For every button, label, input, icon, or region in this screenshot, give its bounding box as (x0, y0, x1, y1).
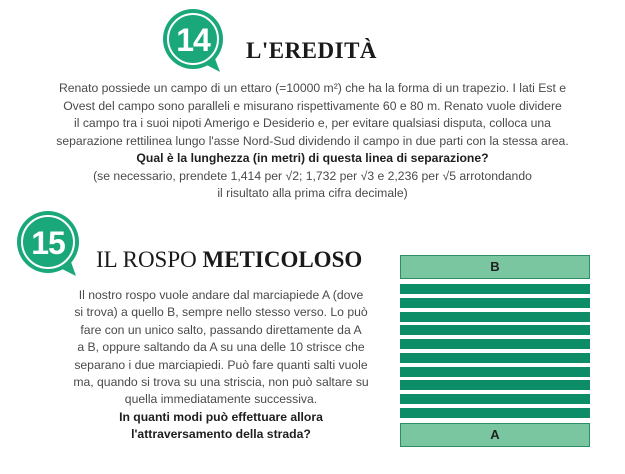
text-line: separazione rettilinea lungo l'asse Nord-Sud dividendo il campo in due parti con la stessa area. (56, 133, 569, 148)
text-line: Ovest del campo sono paralleli e misurano rispettivamente 60 e 80 m. Renato vuole dividere (63, 98, 562, 113)
text-line: (se necessario, prendete 1,414 per √2; 1,732 per √3 e 2,236 per √5 arrotondando (93, 168, 532, 183)
problem-15-badge (12, 210, 84, 278)
road-stripe (400, 339, 590, 349)
problem-14-title: L'EREDITÀ (246, 38, 378, 63)
text-line: il risultato alla prima cifra decimale) (217, 186, 408, 200)
problem-15-question: l'attraversamento della strada? (131, 427, 311, 442)
road-stripe (400, 353, 590, 363)
text-line: ma, quando si trova su una striscia, non può saltare su (73, 375, 369, 390)
road-stripe (400, 298, 590, 308)
title-bold: METICOLOSO (202, 247, 363, 272)
problem-number: 14 (176, 22, 210, 58)
title-light: IL ROSPO (96, 247, 203, 272)
road-stripe (400, 380, 590, 390)
road-stripe (400, 408, 590, 418)
text-line: fare con un unico salto, passando direttamente da A (80, 322, 362, 337)
road-stripe (400, 284, 590, 294)
text-line: si trova) a quello B, sempre nello stesso verso. Lo può (74, 305, 368, 320)
problem-15-question: In quanti modi può effettuare allora (119, 409, 323, 424)
sidewalk-b: B (400, 255, 590, 279)
problem-14-badge (158, 8, 228, 74)
problem-14-text (20, 80, 605, 203)
problem-15-text (56, 287, 386, 444)
text-line: quella immediatamente successiva. (124, 392, 318, 407)
problem-number: 15 (31, 225, 65, 261)
road-stripe (400, 325, 590, 335)
road-stripe (400, 312, 590, 322)
road-figure (400, 255, 590, 447)
text-line: il campo tra i suoi nipoti Amerigo e Desiderio e, per evitare qualsiasi disputa, colloca una (74, 116, 551, 130)
text-line: separano i due marciapiedi. Può fare quanti salti vuole (74, 357, 368, 372)
text-line: Il nostro rospo vuole andare dal marciapiede A (dove (78, 288, 364, 302)
problem-15-title (96, 247, 362, 273)
problem-14-question: Qual è la lunghezza (in metri) di questa linea di separazione? (136, 151, 489, 165)
road-stripe (400, 394, 590, 404)
road-stripe (400, 367, 590, 377)
text-line: Renato possiede un campo di un ettaro (=10000 m²) che ha la forma di un trapezio. I lati Est e (58, 81, 567, 95)
sidewalk-a: A (400, 423, 590, 447)
text-line: a B, oppure saltando da A su una delle 10 strisce che (77, 340, 365, 355)
